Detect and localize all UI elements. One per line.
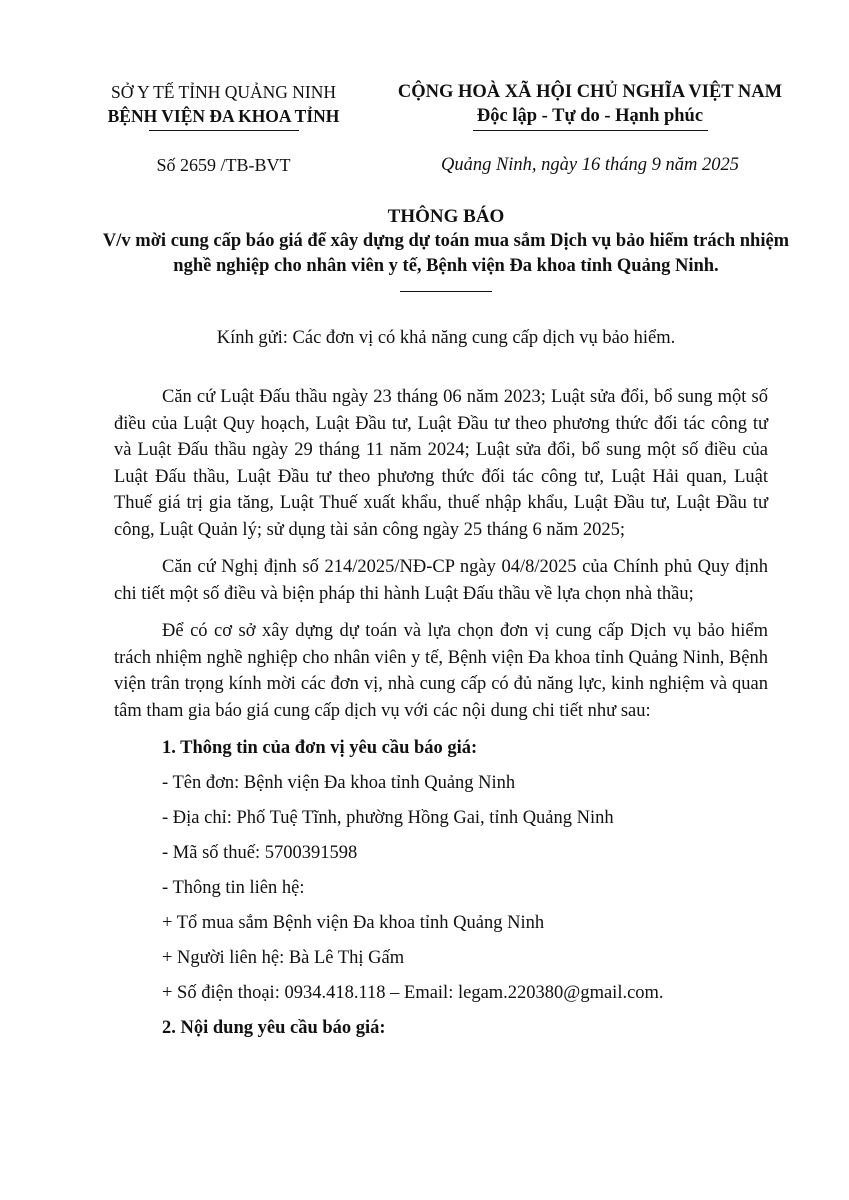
organization-name: BỆNH VIỆN ĐA KHOA TỈNH <box>107 106 340 126</box>
issuing-organization <box>96 80 351 131</box>
document-date: Quảng Ninh, ngày 16 tháng 9 năm 2025 <box>440 155 740 175</box>
invitation-paragraph: Để có cơ sở xây dựng dự toán và lựa chọn đơn vị cung cấp Dịch vụ bảo hiểm trách nhiệm nghề nghiệp cho nhân viên y tế, Bệnh viện Đa khoa tỉnh Quảng Ninh, Bệnh viện trân trọng kính mời các đơn vị, nhà cung cấp có đủ năng lực, kinh nghiệm và quan tâm tham gia báo giá cung cấp dịch vụ với các nội dung chi tiết như sau: <box>114 621 768 721</box>
title-divider <box>400 291 492 292</box>
legal-basis-paragraph-2: Căn cứ Nghị định số 214/2025/NĐ-CP ngày 04/8/2025 của Chính phủ Quy định chi tiết một số điều và biện pháp thi hành Luật Đấu thầu về lựa chọn nhà thầu; <box>114 557 768 604</box>
national-heading <box>380 80 800 131</box>
country-name: CỘNG HOÀ XÃ HỘI CHỦ NGHĨA VIỆT NAM <box>397 82 783 102</box>
document-subject: V/v mời cung cấp báo giá để xây dựng dự toán mua sắm Dịch vụ bảo hiểm trách nhiệm nghề nghiệp cho nhân viên y tế, Bệnh viện Đa khoa tỉnh Quảng Ninh. <box>102 231 790 276</box>
legal-basis-paragraph-1: Căn cứ Luật Đấu thầu ngày 23 tháng 06 năm 2023; Luật sửa đổi, bổ sung một số điều của Luật Quy hoạch, Luật Đầu tư, Luật Đầu tư theo phương thức đối tác công tư và Luật Đấu thầu ngày 29 tháng 11 năm 2024; Luật sửa đổi, bổ sung một số điều của Luật Đấu thầu, Luật Đầu tư theo phương thức đối tác công tư, Luật Hải quan, Luật Thuế giá trị gia tăng, Luật Thuế xuất khẩu, thuế nhập khẩu, Luật Đầu tư, Luật Đầu tư công, Luật Quản lý; sử dụng tài sản công ngày 25 tháng 6 năm 2025; <box>114 387 768 540</box>
phone-email-item: + Số điện thoại: 0934.418.118 – Email: legam.220380@gmail.com. <box>162 983 664 1003</box>
hospital-name-item: - Tên đơn: Bệnh viện Đa khoa tỉnh Quảng Ninh <box>162 773 516 793</box>
motto-underline <box>473 130 708 131</box>
contact-info-item: - Thông tin liên hệ: <box>162 878 305 898</box>
document-type: THÔNG BÁO <box>387 206 505 227</box>
national-motto: Độc lập - Tự do - Hạnh phúc <box>476 106 704 126</box>
organization-underline <box>149 130 299 131</box>
tax-code-item: - Mã số thuế: 5700391598 <box>162 843 358 863</box>
document-title-block <box>96 204 796 292</box>
document-body <box>114 384 768 1050</box>
parent-organization: SỞ Y TẾ TỈNH QUẢNG NINH <box>110 82 337 102</box>
document-number: Số 2659 /TB-BVT <box>156 155 291 175</box>
recipient-line: Kính gửi: Các đơn vị có khả năng cung cấp dịch vụ bảo hiểm. <box>216 328 676 348</box>
address-item: - Địa chỉ: Phố Tuệ Tĩnh, phường Hồng Gai, tỉnh Quảng Ninh <box>162 808 614 828</box>
section-1-heading: 1. Thông tin của đơn vị yêu cầu báo giá: <box>162 738 478 758</box>
contact-person-item: + Người liên hệ: Bà Lê Thị Gấm <box>162 948 405 968</box>
section-2-heading: 2. Nội dung yêu cầu báo giá: <box>162 1018 386 1038</box>
procurement-team-item: + Tổ mua sắm Bệnh viện Đa khoa tỉnh Quảng Ninh <box>162 913 545 933</box>
